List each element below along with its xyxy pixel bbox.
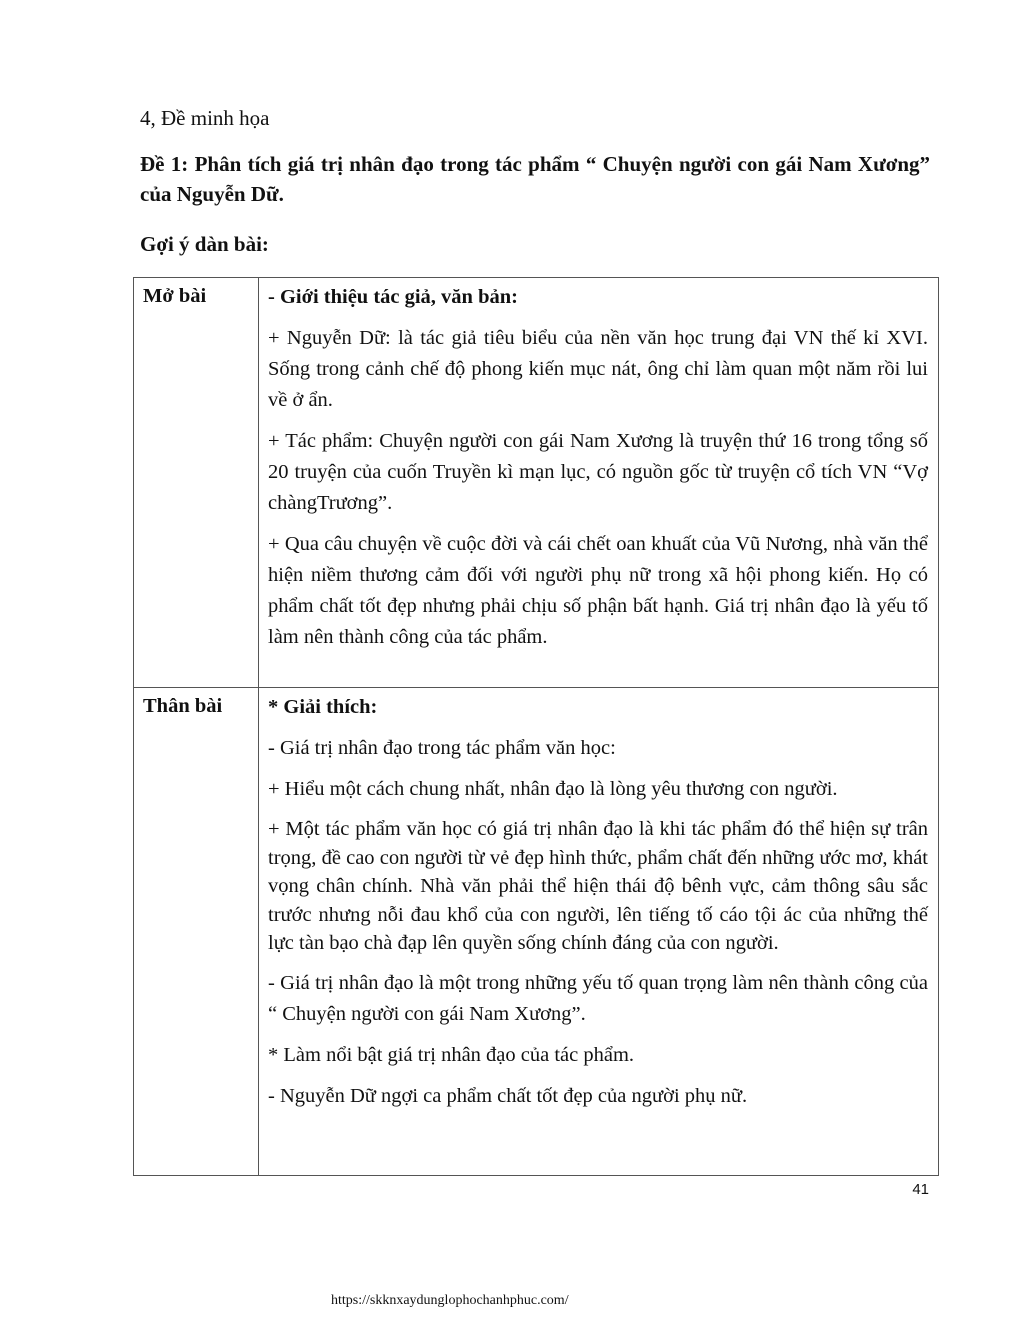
section-label: 4, Đề minh họa <box>140 106 270 130</box>
footer-url: https://skknxaydunglophochanhphuc.com/ <box>331 1293 569 1308</box>
part-label-body: Thân bài <box>134 688 259 1176</box>
body-paragraph-6: - Nguyễn Dữ ngợi ca phẩm chất tốt đẹp của người phụ nữ. <box>268 1084 748 1107</box>
body-paragraph-3: + Một tác phẩm văn học có giá trị nhân đạo là khi tác phẩm đó thể hiện sự trân trọng, đề cao con người từ vẻ đẹp hình thức, phẩm chất đến những ước mơ, khát vọng chân chính. Nhà văn phải thể hiện thái độ bênh vực, cảm thông sâu sắc trước nhưng nỗi đau khổ của con người, lên tiếng tố cáo tội ác của những thế lực tàn bạo chà đạp lên quyền sống chính đáng của con người. <box>268 818 928 954</box>
part-content-intro <box>259 278 939 688</box>
intro-theme-paragraph: + Qua câu chuyện về cuộc đời và cái chết oan khuất của Vũ Nương, nhà văn thể hiện niềm thương cảm đối với người phụ nữ trong xã hội phong kiến. Họ có phẩm chất tốt đẹp nhưng phải chịu số phận bất hạnh. Giá trị nhân đạo là yếu tố làm nên thành công của tác phẩm. <box>268 533 928 648</box>
body-paragraph-1: - Giá trị nhân đạo trong tác phẩm văn học: <box>268 737 616 759</box>
body-paragraph-4: - Giá trị nhân đạo là một trong những yếu tố quan trọng làm nên thành công của “ Chuyện người con gái Nam Xương”. <box>268 971 928 1025</box>
table-row-body <box>134 688 939 1176</box>
intro-work-paragraph: + Tác phẩm: Chuyện người con gái Nam Xương là truyện thứ 16 trong tổng số 20 truyện của cuốn Truyền kì mạn lục, có nguồn gốc từ truyện cổ tích VN “Vợ chàngTrương”. <box>268 430 928 514</box>
intro-heading: - Giới thiệu tác giả, văn bản: <box>268 286 518 308</box>
part-label-intro: Mở bài <box>134 278 259 688</box>
topic-title: Đề 1: Phân tích giá trị nhân đạo trong tác phẩm “ Chuyện người con gái Nam Xương” của Nguyễn Dữ. <box>140 152 930 206</box>
outline-heading: Gợi ý dàn bài: <box>140 232 269 256</box>
body-paragraph-5: * Làm nổi bật giá trị nhân đạo của tác phẩm. <box>268 1043 635 1066</box>
page-number: 41 <box>912 1181 929 1198</box>
part-content-body <box>259 688 939 1176</box>
outline-table <box>133 277 939 1176</box>
intro-author-paragraph: + Nguyễn Dữ: là tác giả tiêu biểu của nền văn học trung đại VN thế kỉ XVI. Sống trong cảnh chế độ phong kiến mục nát, ông chỉ làm quan một năm rồi lui về ở ẩn. <box>268 327 928 411</box>
table-row-intro <box>134 278 939 688</box>
body-heading: * Giải thích: <box>268 696 378 718</box>
body-paragraph-2: + Hiểu một cách chung nhất, nhân đạo là lòng yêu thương con người. <box>268 778 838 800</box>
